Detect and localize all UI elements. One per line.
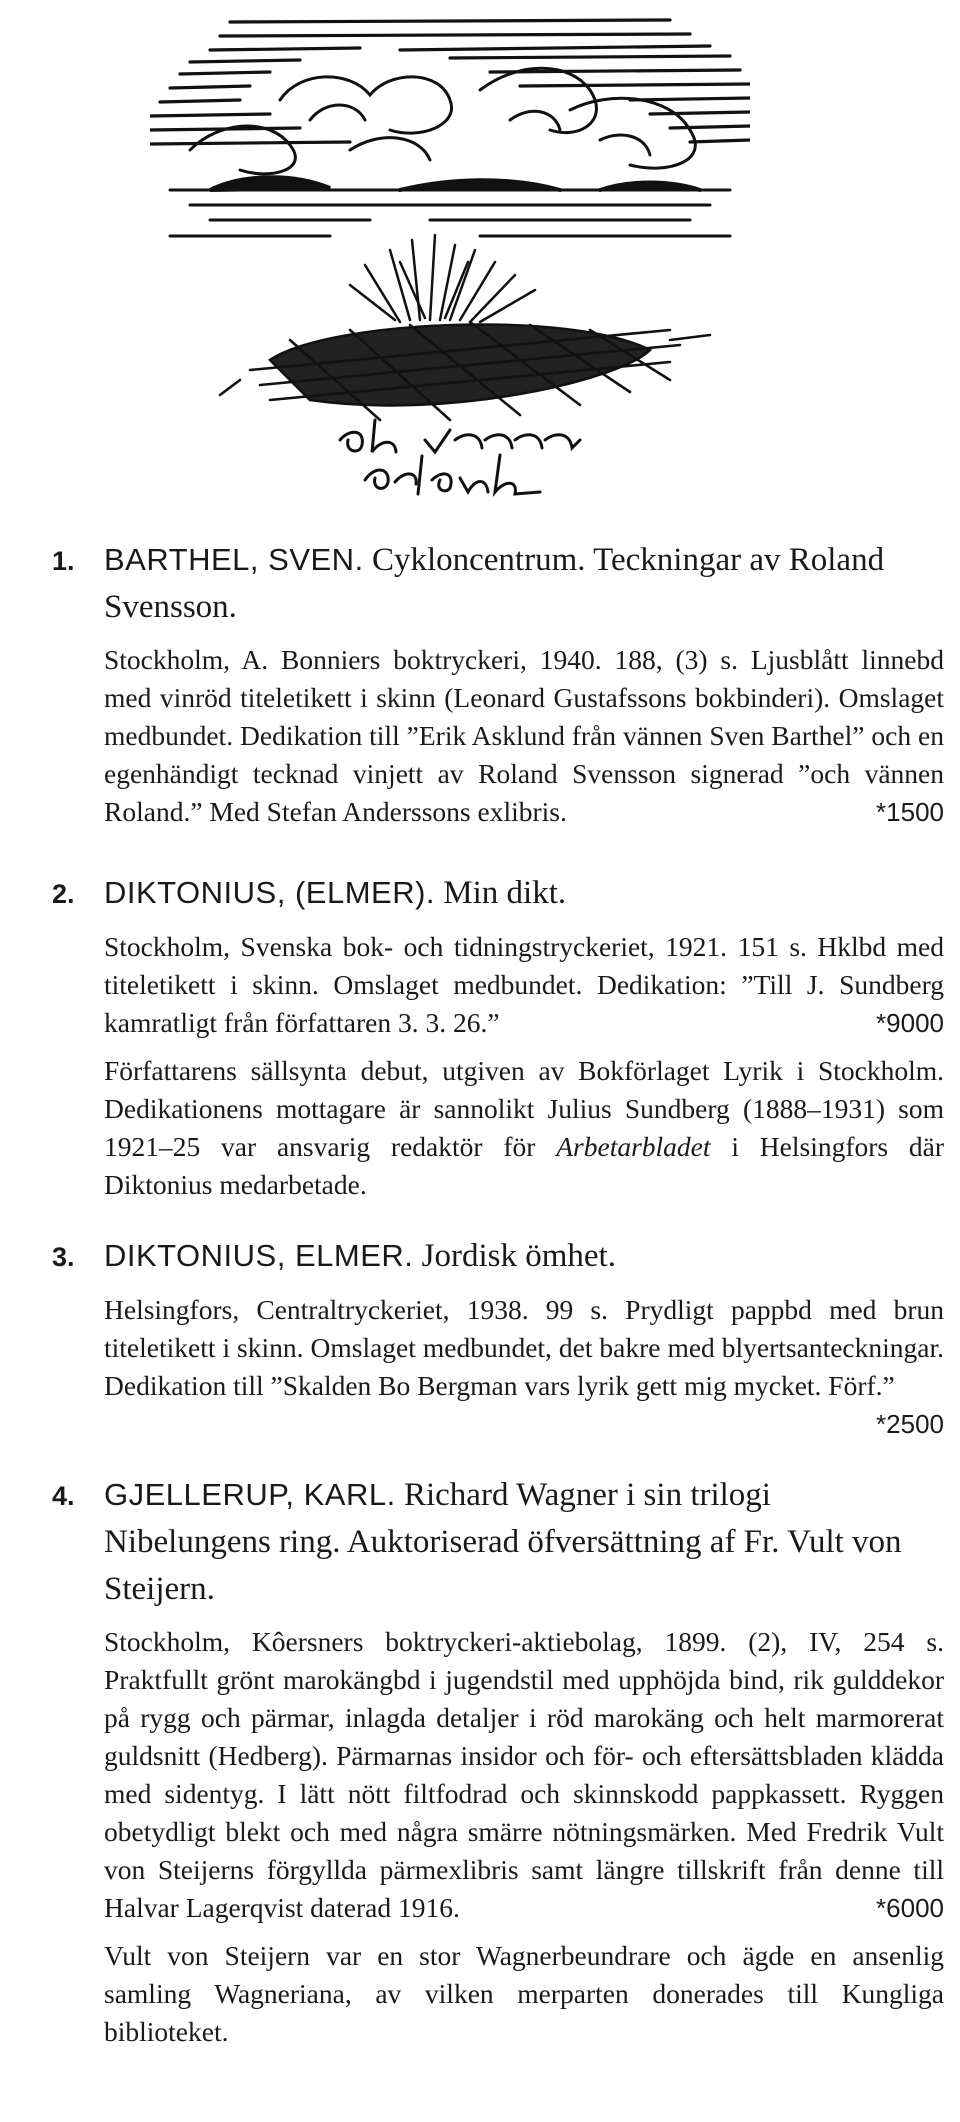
entry-work: Jordisk ömhet. [421, 1238, 616, 1274]
entry-note: Vult von Steijern var en stor Wagnerbeundrare och ägde en ansenlig samling Wagneriana, av vilken merparten donerades till Kungliga biblioteket. [104, 1940, 944, 2047]
entry-number: 1. [52, 546, 75, 576]
entry-number: 4. [52, 1481, 75, 1511]
entry-work: Richard Wagner i sin trilogi Nibelungens ring. Auktoriserad öfversättning af Fr. Vult von Steijern. [104, 1477, 902, 1607]
entry-price: *6000 [876, 1893, 944, 1923]
entry-number: 3. [52, 1242, 75, 1272]
entry-work: Cykloncentrum. Teckningar av Roland Svensson. [104, 542, 885, 625]
entry-description: Helsingfors, Centraltryckeriet, 1938. 99 s. Prydligt pappbd med brun titeletikett i skinn. Omslaget medbundet, det bakre med blyertsanteckningar. Dedikation till ”Skalden Bo Bergman vars lyrik gett mig mycket. Förf.” *2500 [104, 1291, 944, 1405]
entry-title [104, 869, 944, 917]
catalogue-entry-3 [52, 1232, 944, 1443]
entry-title [104, 1471, 944, 1613]
entry-note: Författarens sällsynta debut, utgiven av Bokförlaget Lyrik i Stockholm. Dedikationens mottagare är sannolikt Julius Sundberg (1888–1931) som 1921–25 var ansvarig redaktör för Arbetarbladet i Helsingfors där Diktonius medarbetade. [104, 1055, 945, 1200]
entry-price: *1500 [876, 797, 944, 827]
grass-tuft [350, 235, 535, 322]
entry-description: Stockholm, Kôersners boktryckeri-aktiebolag, 1899. (2), IV, 254 s. Praktfullt grönt marokängbd i jugendstil med upphöjda bind, rik gulddekor på rygg och pärmar, inlagda detaljer i röd marokäng och helt marmorerat guldsnitt (Hedberg). Pärmarnas insidor och för- och eftersättsbladen klädda med sidentyg. I lätt nött filtfodrad och skinnskodd pappkassett. Ryggen obetydligt blekt och med några smärre nötningsmärken. Med Fredrik Vult von Steijerns förgyllda pärmexlibris samt längre tillskrift från denne till Halvar Lagerqvist daterad 1916. *6000 [104, 1623, 944, 1927]
entry-title [104, 1232, 944, 1280]
catalogue-entries [52, 536, 944, 2079]
entry-description: Stockholm, A. Bonniers boktryckeri, 1940. 188, (3) s. Ljusblått linnebd med vinröd titeletikett i skinn (Leonard Gustafssons bokbinderi). Omslaget medbundet. Dedikation till ”Erik Asklund från vännen Sven Barthel” och en egenhändigt tecknad vinjett av Roland Svensson signerad ”och vännen Roland.” Med Stefan Anderssons exlibris. *1500 [104, 641, 944, 831]
entry-author: DIKTONIUS, ELMER. [104, 1238, 414, 1273]
entry-author: BARTHEL, SVEN. [104, 542, 364, 577]
entry-author: GJELLERUP, KARL. [104, 1477, 396, 1512]
island-hatch [220, 322, 710, 420]
entry-price: *9000 [876, 1008, 944, 1038]
entry-price: *2500 [876, 1409, 944, 1439]
horizon [170, 190, 730, 236]
entry-work: Min dikt. [443, 875, 567, 911]
vignette-drawing [150, 0, 750, 510]
entry-title [104, 536, 944, 631]
entry-author: DIKTONIUS, (ELMER). [104, 875, 436, 910]
catalogue-entry-2 [52, 869, 944, 1204]
catalogue-entry-1 [52, 536, 944, 841]
handwritten-signature [340, 420, 580, 494]
entry-number: 2. [52, 879, 75, 909]
entry-description: Stockholm, Svenska bok- och tidningstryckeriet, 1921. 151 s. Hklbd med titeletikett i skinn. Omslaget medbundet. Dedikation: ”Till J. Sundberg kamratligt från författaren 3. 3. 26.” *9000 [104, 928, 944, 1042]
catalogue-entry-4 [52, 1471, 944, 2051]
